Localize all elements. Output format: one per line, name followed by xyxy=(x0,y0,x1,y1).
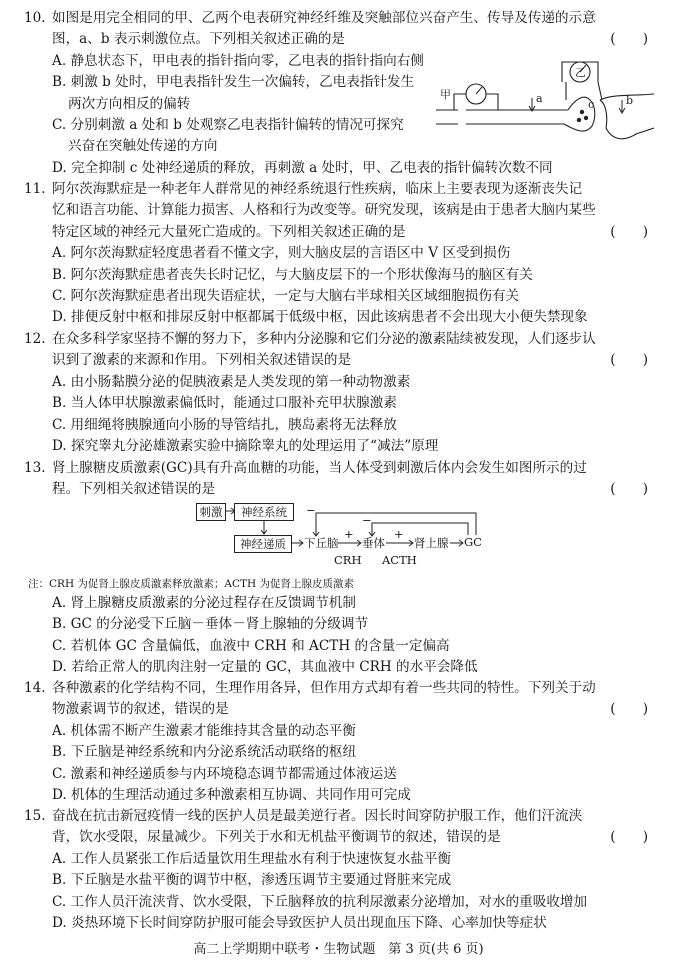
option-c: C. 分别刺激 a 处和 b 处观察乙电表指针偏转的情况可探究 xyxy=(52,116,404,133)
adrenal-label: 肾上腺 xyxy=(414,535,449,550)
minus-sign: − xyxy=(306,502,316,517)
pituitary-label: 垂体 xyxy=(362,535,385,550)
question-number: 14. xyxy=(24,680,46,696)
question-number: 12. xyxy=(24,331,46,347)
question-stem: 在众多科学家坚持不懈的努力下，多种内分泌腺和它们分泌的激素陆续被发现，人们逐步认 xyxy=(52,331,596,347)
question-stem: 图，a、b 表示刺激位点。下列相关叙述正确的是 xyxy=(52,31,346,48)
page-footer: 高二上学期期中联考・生物试题 第 3 页(共 6 页) xyxy=(193,942,484,957)
question-stem: 特定区域的神经元大量死亡造成的。下列相关叙述正确的是 xyxy=(52,223,406,240)
acth-label: ACTH xyxy=(382,552,417,567)
question-stem: 肾上腺糖皮质激素(GC)具有升高血糖的功能，当人体受到刺激后体内会发生如图所示的过 xyxy=(52,460,587,476)
option-d: D. 探究睾丸分泌雄激素实验中摘除睾丸的处理运用了“减法”原理 xyxy=(52,437,439,454)
option-a: A. 工作人员紧张工作后适量饮用生理盐水有利于快速恢复水盐平衡 xyxy=(52,850,452,867)
question-stem: 识到了激素的来源和作用。下列相关叙述错误的是 xyxy=(52,352,352,369)
label-c: c xyxy=(588,98,595,111)
option-c: C. 若机体 GC 含量偏低，血液中 CRH 和 ACTH 的含量一定偏高 xyxy=(52,637,450,654)
question-13 xyxy=(24,458,652,678)
question-10 xyxy=(24,8,652,179)
answer-paren: ( ) xyxy=(610,481,648,498)
option-a: A. 由小肠黏膜分泌的促胰液素是人类发现的第一种动物激素 xyxy=(52,373,411,390)
option-a: A. 阿尔茨海默症轻度患者看不懂文字，则大脑皮层的言语区中 V 区受到损伤 xyxy=(52,245,511,262)
option-d: D. 机体的生理活动通过多种激素相互协调、共同作用可完成 xyxy=(52,786,411,803)
answer-paren: ( ) xyxy=(610,701,648,718)
stimulus-box: 刺激 xyxy=(196,503,226,521)
answer-paren: ( ) xyxy=(610,31,648,48)
question-15 xyxy=(24,806,652,934)
question-stem: 各种激素的化学结构不同，生理作用各异，但作用方式却有着一些共同的特性。下列关于动 xyxy=(52,680,596,696)
option-a: A. 机体需不断产生激素才能维持其含量的动态平衡 xyxy=(52,722,356,739)
question-number: 13. xyxy=(24,460,46,476)
question-11 xyxy=(24,179,652,329)
question-stem: 忆和语言功能、计算能力损害、人格和行为改变等。研究发现，该病是由于患者大脑内某些 xyxy=(52,202,596,219)
option-d: D. 若给正常人的肌肉注射一定量的 GC，其血液中 CRH 的水平会降低 xyxy=(52,658,478,675)
question-number: 10. xyxy=(24,10,46,26)
question-number: 15. xyxy=(24,808,46,824)
option-b: B. 刺激 b 处时，甲电表指针发生一次偏转，乙电表指针发生 xyxy=(52,74,415,91)
plus-sign: + xyxy=(344,526,354,541)
answer-paren: ( ) xyxy=(610,352,648,369)
gc-label: GC xyxy=(464,534,482,549)
question-12 xyxy=(24,329,652,457)
question-stem: 程。下列相关叙述错误的是 xyxy=(52,481,216,498)
label-a: a xyxy=(536,92,543,105)
option-b: B. 当人体甲状腺激素偏低时，能通过口服补充甲状腺激素 xyxy=(52,395,397,412)
diagram-note: 注：CRH 为促肾上腺皮质激素释放激素；ACTH 为促肾上腺皮质激素 xyxy=(28,577,355,590)
question-stem: 如图是用完全相同的甲、乙两个电表研究神经纤维及突触部位兴奋产生、传导及传递的示意 xyxy=(52,10,596,26)
option-c-cont: 兴奋在突触处传递的方向 xyxy=(68,138,218,155)
question-stem: 物激素调节的叙述，错误的是 xyxy=(52,701,229,718)
answer-paren: ( ) xyxy=(610,829,648,846)
gc-regulation-diagram xyxy=(24,501,652,575)
option-c: C. 激素和神经递质参与内环境稳态调节都需通过体液运送 xyxy=(52,765,397,782)
option-a: A. 静息状态下，甲电表的指针指向零，乙电表的指针指向右侧 xyxy=(52,52,424,69)
question-stem: 阿尔茨海默症是一种老年人群常见的神经系统退行性疾病，临床上主要表现为逐渐丧失记 xyxy=(52,181,583,197)
option-a: A. 肾上腺糖皮质激素的分泌过程存在反馈调节机制 xyxy=(52,594,356,611)
question-stem: 背，饮水受限，尿量减少。下列关于水和无机盐平衡调节的叙述，错误的是 xyxy=(52,829,501,846)
label-b: b xyxy=(626,94,634,107)
neurotransmitter-box: 神经递质 xyxy=(234,535,292,553)
option-b: B. GC 的分泌受下丘脑－垂体－肾上腺轴的分级调节 xyxy=(52,616,369,633)
plus-sign: + xyxy=(394,526,404,541)
minus-sign: − xyxy=(362,512,372,527)
question-14 xyxy=(24,678,652,806)
neuron-diagram xyxy=(436,54,654,150)
question-stem: 奋战在抗击新冠疫情一线的医护人员是最美逆行者。因长时间穿防护服工作，他们汗流浃 xyxy=(52,808,583,824)
option-c: C. 阿尔茨海默症患者出现失语症状，一定与大脑右半球相关区域细胞损伤有关 xyxy=(52,287,520,304)
option-c: C. 用细绳将胰腺通向小肠的导管结扎，胰岛素将无法释放 xyxy=(52,416,397,433)
option-b: B. 下丘脑是水盐平衡的调节中枢，渗透压调节主要通过肾脏来完成 xyxy=(52,872,452,889)
option-d: D. 排便反射中枢和排尿反射中枢都属于低级中枢，因此该病患者不会出现大小便失禁现象 xyxy=(52,309,588,326)
option-c: C. 工作人员汗流浃背、饮水受限，下丘脑释放的抗利尿激素分泌增加，对水的重吸收增加 xyxy=(52,893,588,910)
question-number: 11. xyxy=(24,181,46,197)
option-d: D. 炎热环境下长时间穿防护服可能会导致医护人员出现血压下降、心率加快等症状 xyxy=(52,914,547,931)
label-jia: 甲 xyxy=(440,88,451,101)
crh-label: CRH xyxy=(334,552,362,567)
label-yi: 乙 xyxy=(575,66,586,79)
answer-paren: ( ) xyxy=(610,223,648,240)
hypothalamus-label: 下丘脑 xyxy=(304,535,339,550)
option-b-cont: 两次方向相反的偏转 xyxy=(68,95,191,112)
option-d: D. 完全抑制 c 处神经递质的释放，再刺激 a 处时，甲、乙电表的指针偏转次数不同 xyxy=(52,159,553,176)
nervous-system-box: 神经系统 xyxy=(234,503,294,521)
option-b: B. 阿尔茨海默症患者丧失长时记忆，与大脑皮层下的一个形状像海马的脑区有关 xyxy=(52,266,533,283)
option-b: B. 下丘脑是神经系统和内分泌系统活动联络的枢纽 xyxy=(52,744,357,761)
